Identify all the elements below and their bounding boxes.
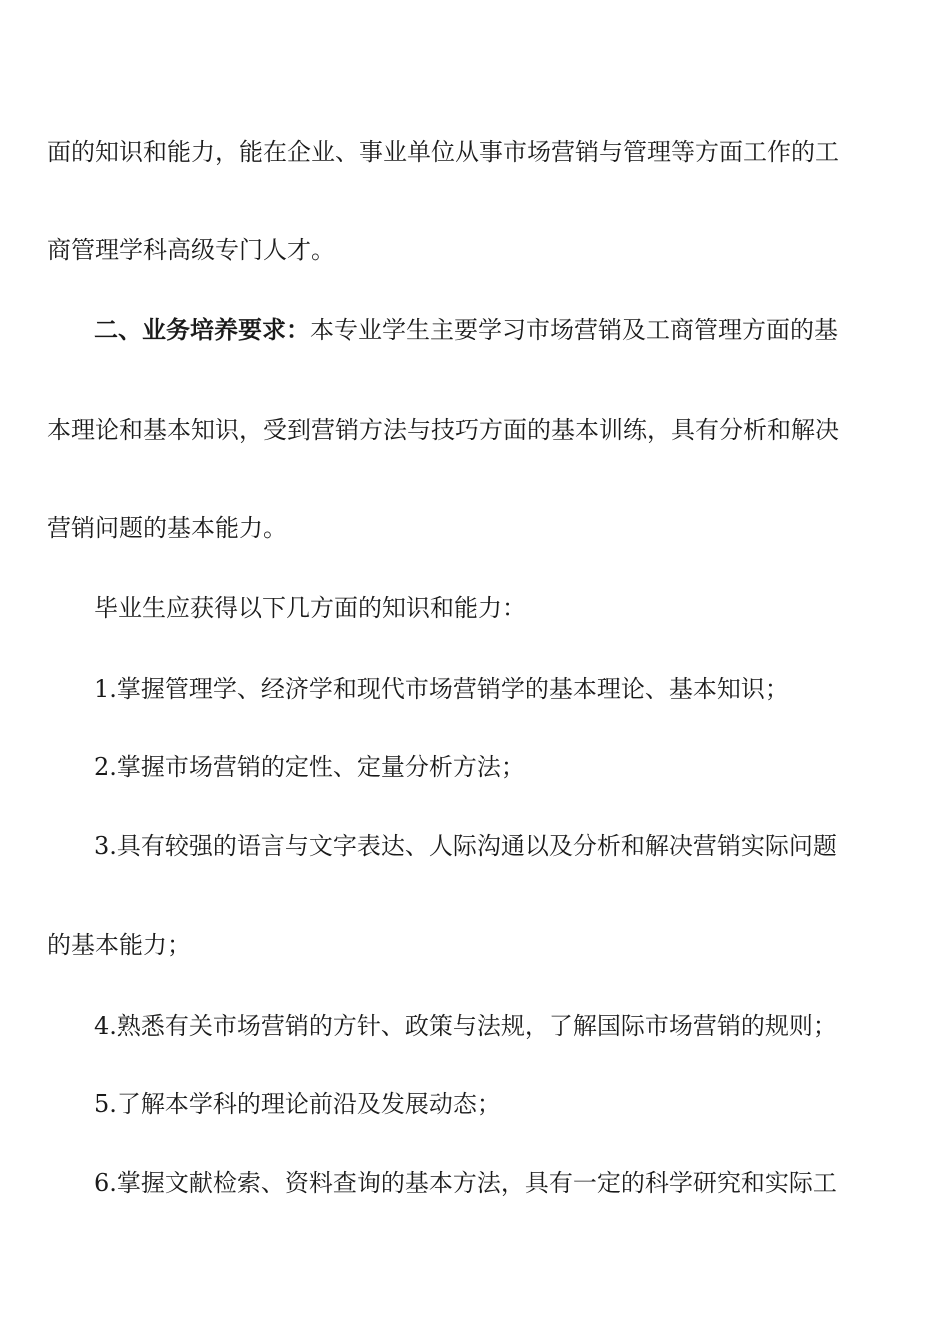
section-heading: 二、业务培养要求： bbox=[94, 315, 310, 344]
text-line: 的基本能力； bbox=[47, 931, 191, 959]
text-line: 商管理学科高级专门人才。 bbox=[47, 236, 335, 264]
text-line: 面的知识和能力，能在企业、事业单位从事市场营销与管理等方面工作的工 bbox=[47, 138, 839, 166]
section-text: 本专业学生主要学习市场营销及工商管理方面的基 bbox=[310, 316, 838, 344]
list-item: 5.了解本学科的理论前沿及发展动态； bbox=[94, 1090, 501, 1118]
text-line: 营销问题的基本能力。 bbox=[47, 514, 287, 542]
list-item: 3.具有较强的语言与文字表达、人际沟通以及分析和解决营销实际问题 bbox=[94, 832, 837, 860]
list-item: 4.熟悉有关市场营销的方针、政策与法规，了解国际市场营销的规则； bbox=[94, 1012, 837, 1040]
list-item: 1.掌握管理学、经济学和现代市场营销学的基本理论、基本知识； bbox=[94, 675, 789, 703]
text-line: 毕业生应获得以下几方面的知识和能力： bbox=[94, 594, 526, 622]
section-paragraph bbox=[94, 314, 950, 346]
list-item: 6.掌握文献检索、资料查询的基本方法，具有一定的科学研究和实际工 bbox=[94, 1169, 837, 1197]
list-item: 2.掌握市场营销的定性、定量分析方法； bbox=[94, 753, 525, 781]
text-line: 本理论和基本知识，受到营销方法与技巧方面的基本训练，具有分析和解决 bbox=[47, 416, 839, 444]
